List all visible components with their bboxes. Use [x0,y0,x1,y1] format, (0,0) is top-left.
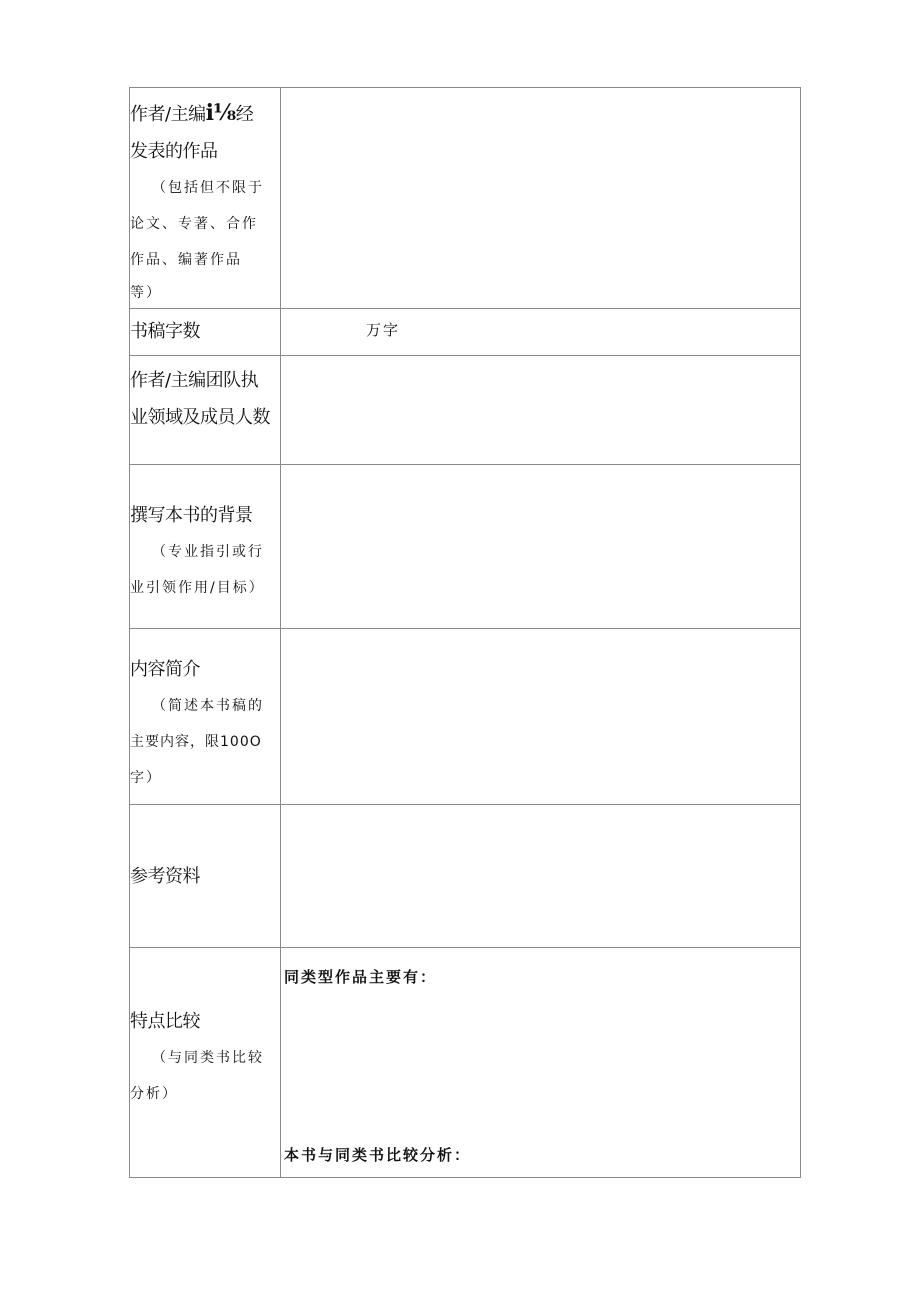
label-word-count-cell [130,309,281,356]
similar-works-label: 同类型作品主要有： [284,968,438,986]
label-summary: 内容简介 [130,659,200,680]
field-background[interactable] [281,465,801,629]
hint-comparison-1: （与同类书比较 [152,1050,264,1066]
hint-published-4: 等） [130,285,162,301]
label-background-cell [130,465,281,629]
label-team-line2: 业领域及成员人数 [130,407,270,428]
hint-background-2: 业引领作用/目标） [130,580,265,596]
comparison-analysis-label: 本书与同类书比较分析： [284,1146,472,1164]
label-published-part-b: 经 [235,104,254,125]
label-published-part-a: 作者/主编 [130,104,206,125]
row-published-works [130,88,801,309]
field-references[interactable] [281,805,801,948]
label-references-cell [130,805,281,948]
row-comparison [130,948,801,1178]
label-word-count: 书稿字数 [130,321,200,342]
label-comparison: 特点比较 [130,1011,200,1032]
label-published-works [130,88,281,309]
hint-summary-3: 字） [130,770,162,786]
hint-comparison-2: 分析） [130,1086,178,1102]
row-word-count [130,309,801,356]
label-published-glyph: i⅛ [205,100,236,126]
label-summary-cell [130,629,281,805]
label-published-line2: 发表的作品 [130,141,218,162]
label-comparison-cell [130,948,281,1178]
field-word-count[interactable] [281,309,801,356]
hint-published-2: 论文、专著、合作 [130,216,258,232]
word-count-unit: 万字 [366,321,401,339]
field-summary[interactable] [281,629,801,805]
hint-background-1: （专业指引或行 [152,544,264,560]
label-references: 参考资料 [130,865,200,887]
row-references [130,805,801,948]
field-team[interactable] [281,356,801,465]
hint-published-1: （包括但不限于 [152,180,264,196]
field-published-works[interactable] [281,88,801,309]
hint-summary-1: （简述本书稿的 [152,698,264,714]
label-published-line1 [130,95,280,133]
hint-published-3: 作品、编著作品 [130,252,242,268]
label-background: 撰写本书的背景 [130,505,253,526]
row-team [130,356,801,465]
hint-summary-2: 主要内容，限100O [130,734,262,750]
field-comparison[interactable] [281,948,801,1178]
label-team-line1: 作者/主编团队执 [130,370,259,391]
application-form-table [129,87,801,1178]
row-summary [130,629,801,805]
row-background [130,465,801,629]
label-team-cell [130,356,281,465]
